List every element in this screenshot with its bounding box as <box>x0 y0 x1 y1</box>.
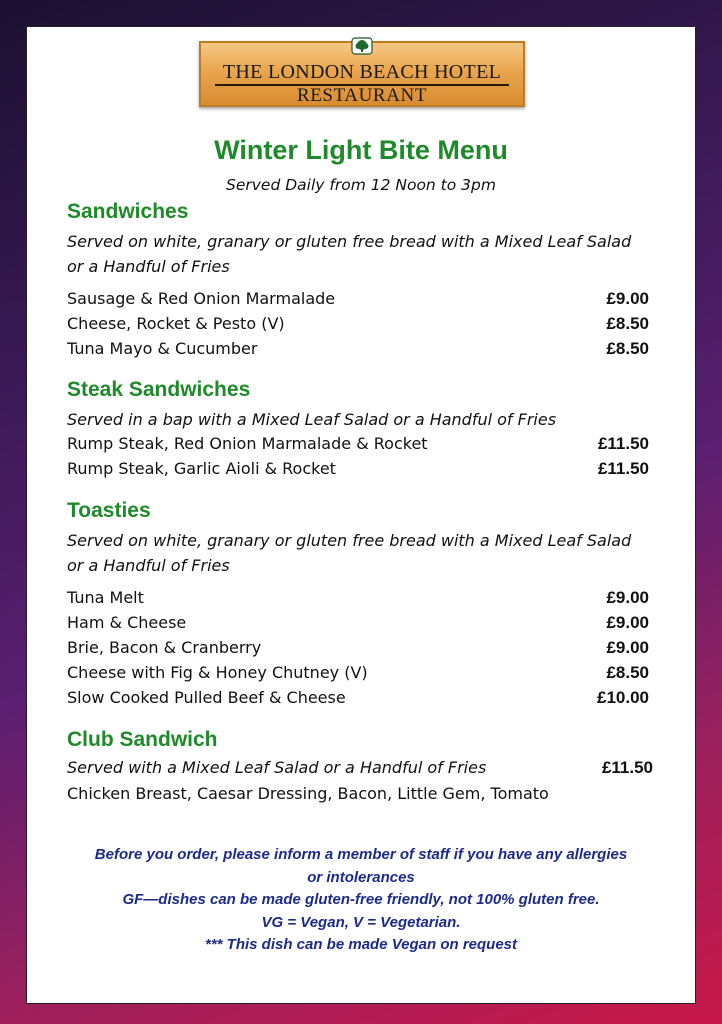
item-name: Ham & Cheese <box>67 613 187 632</box>
item-name: Brie, Bacon & Cranberry <box>67 638 262 657</box>
section-heading-steak: Steak Sandwiches <box>67 378 251 401</box>
allergy-line: or intolerances <box>307 868 415 886</box>
menu-item <box>67 314 649 339</box>
logo-restaurant: RESTAURANT <box>296 85 428 106</box>
desc-line: or a Handful of Fries <box>67 256 230 276</box>
item-price: £8.50 <box>606 314 649 333</box>
menu-item <box>67 289 649 314</box>
item-name: Chicken Breast, Caesar Dressing, Bacon, Little Gem, Tomato <box>67 784 549 803</box>
item-price: £11.50 <box>597 459 649 478</box>
item-name: Rump Steak, Garlic Aioli & Rocket <box>67 459 336 478</box>
menu-item <box>67 784 649 809</box>
section-heading-toasties: Toasties <box>67 499 151 522</box>
desc-line: Served on white, granary or gluten free bread with a Mixed Leaf Salad <box>67 531 632 550</box>
item-price: £9.00 <box>606 613 649 632</box>
item-name: Sausage & Red Onion Marmalade <box>67 289 336 308</box>
tree-emblem-icon <box>350 37 374 55</box>
item-price: £8.50 <box>606 663 649 682</box>
item-name: Cheese with Fig & Honey Chutney (V) <box>67 663 368 682</box>
item-price: £11.50 <box>597 434 649 453</box>
allergy-notice <box>47 844 675 957</box>
item-price: £9.00 <box>606 588 649 607</box>
menu-item <box>67 638 649 663</box>
menu-item <box>67 663 649 688</box>
desc-line: or a Handful of Fries <box>67 555 230 575</box>
section-desc-sandwiches <box>67 230 667 279</box>
menu-card <box>26 26 696 1004</box>
section-heading-club: Club Sandwich <box>67 728 218 751</box>
desc-line: Served on white, granary or gluten free bread with a Mixed Leaf Salad <box>67 232 632 251</box>
allergy-line: *** This dish can be made Vegan on request <box>204 936 518 953</box>
item-price: £10.00 <box>597 688 649 707</box>
item-price: £9.00 <box>606 638 649 657</box>
hotel-logo <box>199 41 525 107</box>
menu-item <box>67 688 649 713</box>
menu-item <box>67 459 649 484</box>
served-hours: Served Daily from 12 Noon to 3pm <box>226 176 496 194</box>
item-price: £9.00 <box>606 289 649 308</box>
item-name: Slow Cooked Pulled Beef & Cheese <box>67 688 346 707</box>
menu-item <box>67 434 649 459</box>
club-desc-row <box>67 758 653 783</box>
allergy-line: Before you order, please inform a member of staff if you have any allergies <box>94 846 628 863</box>
section-desc-club: Served with a Mixed Leaf Salad or a Handful of Fries <box>67 758 487 777</box>
menu-item <box>67 339 649 364</box>
allergy-line: GF—dishes can be made gluten-free friendly, not 100% gluten free. <box>122 891 600 908</box>
menu-item <box>67 588 649 613</box>
item-price: £11.50 <box>601 758 653 777</box>
section-desc-steak: Served in a bap with a Mixed Leaf Salad or a Handful of Fries <box>67 410 557 429</box>
item-name: Tuna Mayo & Cucumber <box>67 339 258 358</box>
logo-hotel-name: THE LONDON BEACH HOTEL <box>222 61 502 83</box>
item-name: Rump Steak, Red Onion Marmalade & Rocket <box>67 434 428 453</box>
item-name: Cheese, Rocket & Pesto (V) <box>67 314 285 333</box>
menu-title: Winter Light Bite Menu <box>214 135 508 165</box>
item-price: £8.50 <box>606 339 649 358</box>
item-name: Tuna Melt <box>67 588 144 607</box>
section-desc-toasties <box>67 529 667 578</box>
menu-item <box>67 613 649 638</box>
allergy-line: VG = Vegan, V = Vegetarian. <box>261 913 461 931</box>
section-heading-sandwiches: Sandwiches <box>67 200 189 223</box>
